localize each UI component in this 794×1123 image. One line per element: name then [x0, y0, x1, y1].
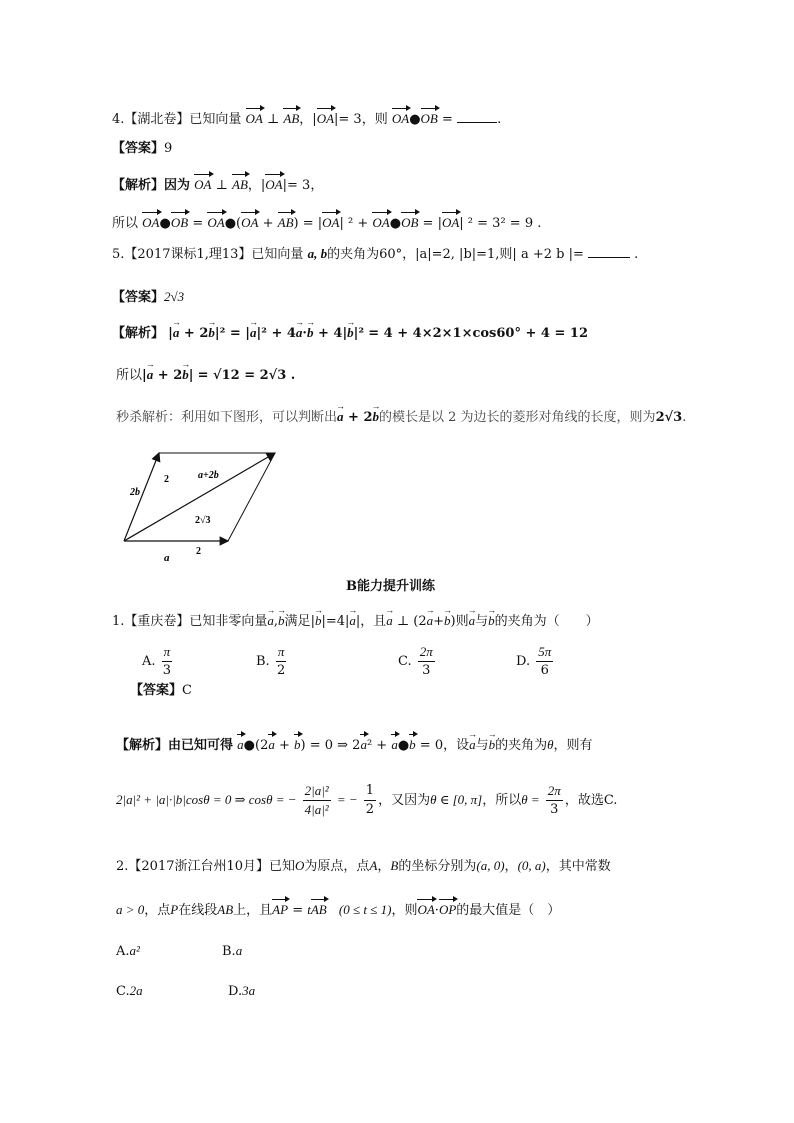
q5-answer: 【答案】2√3	[112, 289, 185, 305]
b1-analysis: 【解析】由已知可得 a●(2a + b) = 0 ⇒ 2a² + a●b = 0，设a →与b →的夹角为θ，则有	[116, 736, 593, 755]
q5-answer-blank	[588, 245, 630, 258]
rhombus-figure	[112, 440, 282, 570]
b2-option-b[interactable]: B.a	[222, 943, 243, 959]
b1-option-a[interactable]: A. $\frac{\pi}{3}$	[142, 644, 172, 678]
label-2-bottom: 2	[196, 546, 201, 557]
q4-answer-blank	[457, 110, 497, 123]
figure-sides	[159, 453, 275, 541]
b1-option-b[interactable]: B. $\frac{\pi}{2}$	[256, 644, 286, 678]
b1-answer: 【答案】C	[130, 683, 192, 698]
b2-option-a[interactable]: A.a²	[116, 943, 140, 959]
q5-analysis-so: 所以|a → + 2b →| = √12 = 2√3 .	[116, 366, 295, 385]
b1-analysis-line2: 2|a|² + |a|·|b|cosθ = 0 ⇒ cosθ = − $\frac{\text{2|a|²}}{\text{4|a|²}}$ = − $\frac{1}{2}$ ，又因为θ ∈ [0, π]，所以θ = $\frac{2\pi}{3}$ ，故选C.	[116, 783, 618, 817]
b1-option-d[interactable]: D. $\frac{5\pi}{6}$	[516, 644, 552, 678]
label-sum: a+2b	[198, 470, 219, 481]
q4-analysis-chain: 所以 OA●OB = OA●(OA + AB) = |OA| ² + OA●OB = |OA| ² = 3² = 9 .	[112, 215, 542, 231]
b2-option-c[interactable]: C.2a	[116, 983, 143, 999]
q4-question: 4.【湖北卷】已知向量 OA ⊥ AB，|OA|= 3，则 OA●OB = .	[112, 111, 502, 127]
q5-question: 5.【2017课标1,理13】已知向量 a, b的夹角为60°，|a|=2, |b|=1,则| a +2 b |= .	[112, 246, 639, 262]
b1-question: 1.【重庆卷】已知非零向量a →,b →满足|b →|=4|a →|，且a → ⊥ (2a →+b →)则a →与b →的夹角为（ ）	[112, 612, 599, 631]
label-diag: 2√3	[195, 515, 211, 526]
q4-analysis: 【解析】因为 OA ⊥ AB，|OA|= 3，	[112, 177, 324, 193]
b1-option-c[interactable]: C. $\frac{2\pi}{3}$	[398, 644, 433, 678]
b2-option-d[interactable]: D.3a	[228, 983, 256, 999]
q5-analysis: 【解析】 |a → + 2b →|² = |a →|² + 4a →·b → + 4|b →|² = 4 + 4×2×1×cos60° + 4 = 12	[112, 324, 588, 343]
vector-sum-arrow	[124, 453, 275, 541]
label-2-top: 2	[164, 474, 169, 485]
q4-answer: 【答案】9	[112, 141, 173, 156]
q5-quick-analysis: 秒杀解析：利用如下图形，可以判断出a → + 2b →的模长是以 2 为边长的菱形对角线的长度，则为2√3.	[116, 408, 686, 427]
section-title: B能力提升训练	[346, 579, 435, 594]
label-2b: 2b	[130, 487, 140, 498]
label-a: a	[164, 552, 170, 564]
b2-question-line2: a > 0，点P在线段AB上，且AP = tAB (0 ≤ t ≤ 1)，则OA·OP的最大值是（ ）	[116, 902, 561, 918]
b2-question: 2.【2017浙江台州10月】已知O为原点，点A，B的坐标分别为(a, 0)，(0, a)，其中常数	[116, 858, 611, 874]
